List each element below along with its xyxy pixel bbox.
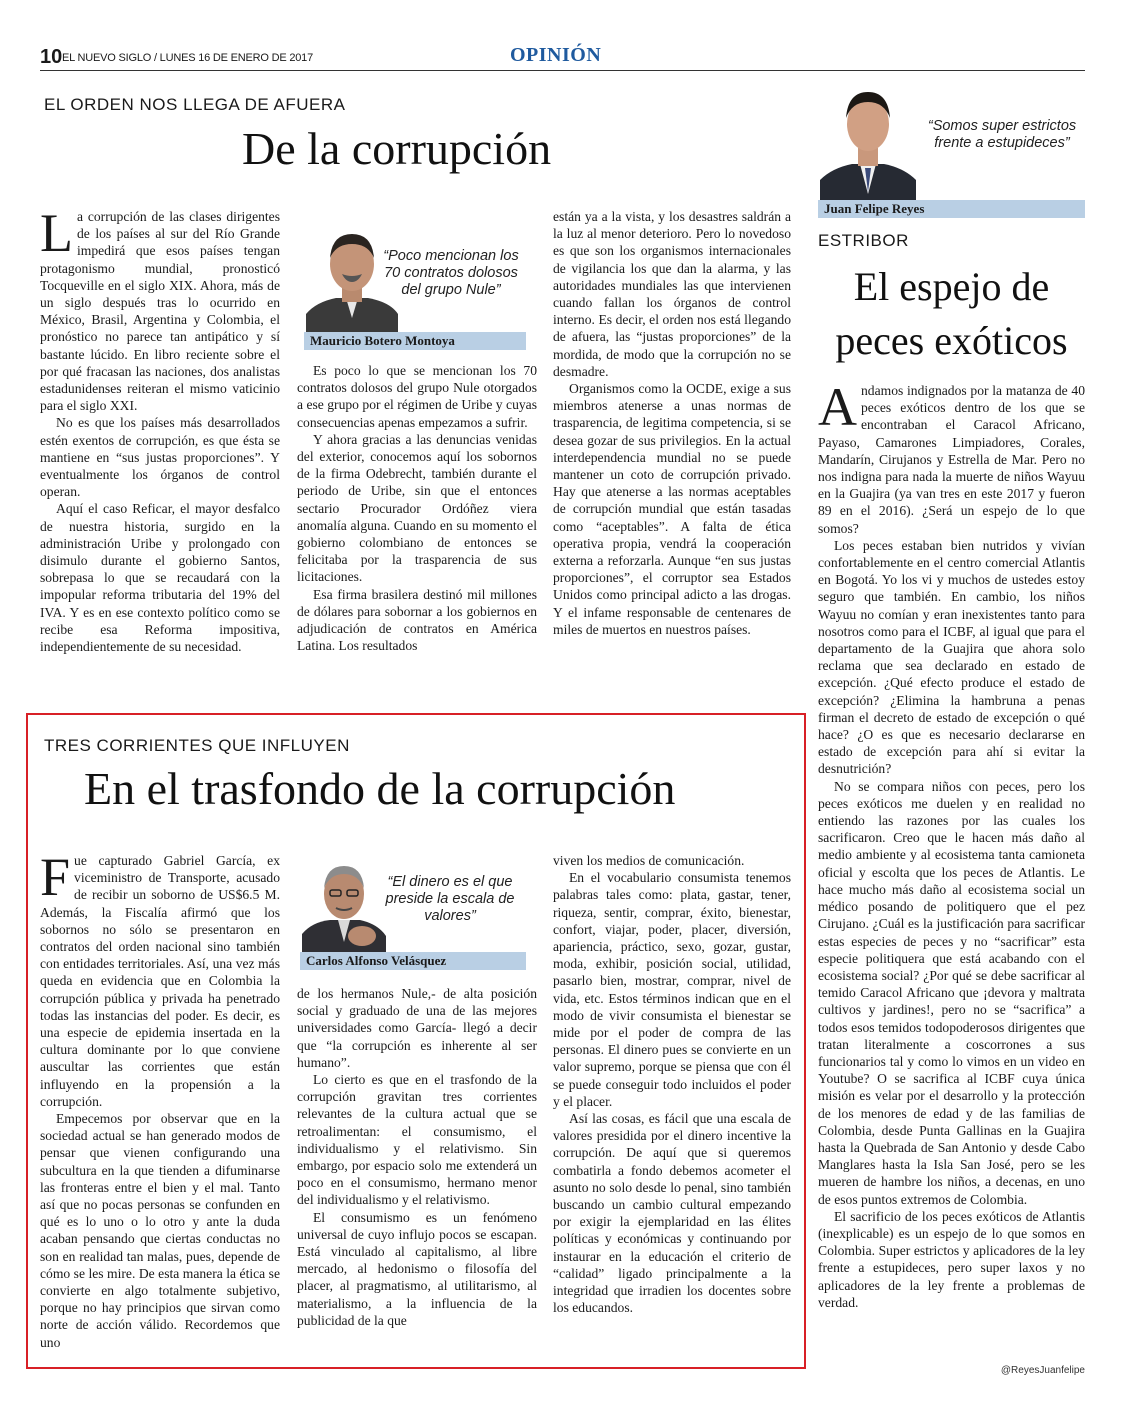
article3-title: El espejo de peces exóticos [835,264,1068,363]
author-photo [820,84,916,200]
article3-dropcap: A [818,377,857,437]
article1-paragraph: Y ahora gracias a las denuncias venidas del exterior, conocemos aquí los sobornos de la firma Odebrecht, también durante el periodo de Uribe, sin que el entonces sectario Procurador Ordóñez viera anomalía alguna. Cuando en su momento el gobierno colombiano de entonces se felicitaba por la trasparencia de sus licitaciones. [297,431,537,585]
article1-col2 [297,362,537,654]
header-rule [40,70,1085,71]
article1-title: De la corrupción [242,123,552,174]
article2-paragraph: En el vocabulario consumista tenemos palabras tales como: plata, gastar, tener, riqueza, sentir, comprar, éxito, bienestar, confort, viajar, poder, placer, diversión, apariencia, práctico, sexo, gozar, gustar, moda, exhibir, posición social, utilidad, pasarlo bien, mostrar, comprar, nivel de vida, etc. Estos términos indican que en el modo de vivir consumista el bienestar se mide por el poder de compra de las personas. El dinero pues se convierte en un valor supremo, porque se piensa que con él se puede conseguir todo incluidos el poder y el placer. [553,870,791,1109]
article2-author-name: Carlos Alfonso Velásquez [300,952,526,970]
article1-paragraph: Aquí el caso Reficar, el mayor desfalco de nuestra historia, surgido en la administración Uribe y prolongado con disimulo durante el gobierno Santos, sobrepasa lo que se recaudará con la impopular reforma tributaria del 19% del IVA. Y es en ese contexto político como se recibe esa Reforma impositiva, independientemente de su necesidad. [40,501,280,655]
article1-paragraph: Organismos como la OCDE, exige a sus miembros atenerse a unas normas de trasparencia, de legitima competencia, si se desea gozar de sus privilegios. En la actual interdependencia mundial no se puede mantener un coto de corrupción privado. Hay que atenerse a las normas aceptables de corrupción mundial que están tasadas como “aceptables”. A falta de ética operativa propia, vendrá la cooperación externa a reforzarla. Aunque “en sus justas proporciones”, el corruptor sea Estados Unidos como principal adicto a las drogas. Y el infame responsable de centenares de miles de muertos en nuestros países. [553,381,791,637]
article1-kicker: EL ORDEN NOS LLEGA DE AFUERA [44,95,346,114]
author-box-mauricio [296,218,528,350]
article2-paragraph: ue capturado Gabriel García, ex viceministro de Transporte, acusado de recibir un soborno de US$6.5 M. Además, la Fiscalía afirmó que los sobornos no sólo se presentaron en contratos del orden nacional sino también con entidades territoriales. Así, una vez más queda en evidencia que en Colombia la corrupción pública y privada ha penetrado todas las instancias del poder. Es decir, es una especie de epidemia insertada en la cultura dominante por lo que conviene auscultar las corrientes que están influyendo en la propensión a la corrupción. [40,853,280,1109]
article3-kicker: ESTRIBOR [818,231,909,250]
page-number: 10 [40,46,63,68]
article1-paragraph: No es que los países más desarrollados estén exentos de corrupción, es que ésta se mantiene en “sus justas proporciones”. Y eventualmente los órganos de control operan. [40,415,280,500]
author-handle: @ReyesJuanfelipe [1000,1365,1085,1376]
article2-paragraph: de los hermanos Nule,- de alta posición social y graduado de una de las mejores universidades como García- llegó a decir que “la corrupción es inherente al ser humano”. [297,986,537,1070]
article2-paragraph: Empecemos por observar que en la sociedad actual se han generado modos de pensar que vienen configurando una subcultura en la que tienden a difuminarse las fronteras entre el bien y el mal. Tanto así que no pocas personas se confunden en qué es lo uno o lo otro y ante la duda acaban pensando que ciertas conductas no son en realidad tan malas, pues, depende de cómo se les mire. De esta manera la ética se convierte en algo totalmente subjetivo, porque no hay principios que sirvan como norte de acción válido. Recordemos que uno [40,1111,280,1350]
article3-author-name: Juan Felipe Reyes [818,200,1085,218]
article2-paragraph: Lo cierto es que en el trasfondo de la corrupción gravitan tres corrientes relevantes de la cultura actual que se retroalimentan: el consumismo, el individualismo y el relativismo. Sin embargo, por espacio solo me extenderá un poco en el consumismo, hermano menor del individualismo y el relativismo. [297,1072,537,1208]
article2-col1 [40,847,280,1351]
article1-pull-quote: “Poco mencionan los 70 contratos dolosos del grupo Nule” [383,248,519,298]
article2-paragraph: El consumismo es un fenómeno universal de cuyo influjo pocos se escapan. Está vinculado al capitalismo, al libre mercado, al hedonismo o filosofía del placer, al pragmatismo, al utilitarismo, al materialismo, a la influencia de la publicidad de la que [297,1209,537,1328]
article3-paragraph: ndamos indignados por la matanza de 40 peces exóticos dentro de los que se encontraban el Caracol Africano, Payaso, Camarones Limpiadores, Corales, Mandarín, Cirujanos y Estrella de Mar. Pero no nos indigna para nada la muerte de niños Wayuu en la Guajira (ya van tres en este 2017 y fueron 89 en el 2016). ¿Será un espejo de lo que somos? [818,383,1085,536]
article2-col3 [553,852,791,1316]
article2-dropcap: F [40,847,71,907]
author-box-carlos [296,858,528,970]
article2-paragraph: viven los medios de comunicación. [553,853,745,868]
article2-kicker: TRES CORRIENTES QUE INFLUYEN [44,736,350,755]
article1-dropcap: L [40,203,73,263]
article1-col3 [553,208,791,638]
article1-paragraph: están ya a la vista, y los desastres saldrán a la luz al menor deterioro. Pero lo novedoso es que son los organismos internacionales de vigilancia los que dan la alarma, y las autoridades mundiales las que intervienen cuando fallan los órganos de control interno. Es decir, el orden nos está llegando de afuera, las “justas proporciones” de la mordida, de modo que la corrupción no se desmadre. [553,209,791,379]
article1-author-name: Mauricio Botero Montoya [304,332,526,350]
article3-pull-quote: “Somos super estrictos frente a estupideces” [927,118,1077,151]
article1-paragraph: a corrupción de las clases dirigentes de los países al sur del Río Grande impedirá que esos países tengan protagonismo mundial, pronosticó Tocqueville en el siglo XIX. Ahora, más de un siglo después tras lo ocurrido en México, Brasil, Argentina y Colombia, el pronóstico no parece tan antipático y sí bastante lúcido. En libro reciente sobre el por qué fracasan las naciones, dos analistas estadunidenses reiteran el mismo vaticinio para el siglo XXI. [40,209,280,414]
article1-col1 [40,203,280,655]
section-title: OPINIÓN [510,44,602,66]
article2-col2 [297,985,537,1329]
article2-paragraph: Así las cosas, es fácil que una escala de valores presidida por el dinero incentive la corrupción. De aquí que si queremos combatirla a fondo debemos acometer el asunto no solo desde lo penal, sino también buscando un cambio cultural empezando por exigir la ejemplaridad en las élites políticas y económicas y continuando por instaurar en la educación el criterio de “calidad” ligado principalmente a la integridad que irradien los docentes sobre los educandos. [553,1111,791,1316]
article3-paragraph: No se compara niños con peces, pero los peces exóticos me duelen y en realidad no entiendo las razones por las cuales los sacrificaron. Creo que le hacen más daño al medio ambiente y al ecosistema tanta camioneta oficial y escolta que los peces de Atlantis. Le hace mucho más daño al ecosistema social un médico posando de politiquero que el pez Cirujano. ¿Cuál es la justificación para sacrificar estas especies de peces y no “sacrificar” esta especie politiquera que está acabando con el ecosistema social? ¿Por qué se debe sacrificar al temido Caracol Africano que ¡devora y maltrata cultivos y jardines!, pero no se “sacrifica” a todos esos temidos todopoderosos dirigentes que tratan literalmente a coscorrones a sus funcionarios tal y como lo vimos en un video en Youtube? O se sacrifica al ICBF cuya única misión es velar por el desarrollo y la protección de los menores de edad y de las familias de Colombia, desde Punta Gallinas en la Guajira hasta la Quebrada de San Antonio y desde Cabo Manglares hasta la Isla San José, pero se les mueren de hambre los niños, a decenas, en uno de esos puntos extremos de Colombia. [818,778,1085,1207]
article3-paragraph: Los peces estaban bien nutridos y vivían confortablemente en el centro comercial Atlantis en Bogotá. Yo los vi y muchos de ustedes estoy seguro que también. En cambio, los niños Wayuu no comían y eran inexistentes tanto para nosotros como para el ICBF, al igual que para el departamento de la Guajira que ahora solo reclama que sea declarado en estado de excepción. ¿Qué efecto produce el estado de excepción? ¿Elimina la hambruna a penas firman el decreto de estado de excepción o qué hace? ¿O es que es necesario declararse en estado de excepción para ahí si evitar la desnutrición? [818,537,1085,777]
paper-dateline: EL NUEVO SIGLO / LUNES 16 DE ENERO DE 2017 [62,52,314,64]
article1-paragraph: Esa firma brasilera destinó mil millones de dólares para sobornar a los gobiernos en adjudicación de contratos en América Latina. Los resultados [297,586,537,654]
author-box-juan [818,84,1085,218]
author-portrait-icon [820,84,916,200]
article2-pull-quote: “El dinero es el que preside la escala de valores” [385,874,515,924]
article3-paragraph: El sacrificio de los peces exóticos de Atlantis (inexplicable) es un espejo de lo que somos en Colombia. Super estrictos y aplicadores de la ley frente a estupideces, pero super laxos y no aplicadores de la ley frente a problemas de verdad. [818,1208,1085,1310]
article1-paragraph: Es poco lo que se mencionan los 70 contratos dolosos del grupo Nule otorgados a ese grupo por el régimen de Uribe y cuyas consecuencias apenas empezamos a sufrir. [297,363,537,430]
article2-title: En el trasfondo de la corrupción [84,763,676,814]
article3-col [818,377,1085,1311]
